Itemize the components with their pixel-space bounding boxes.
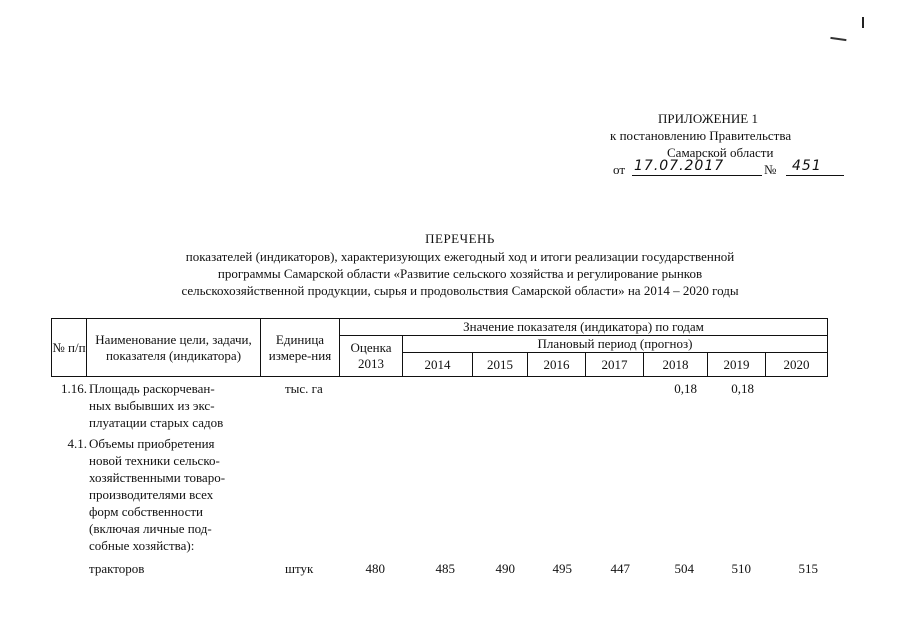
appendix-date-line <box>560 158 890 181</box>
table-row <box>0 380 905 432</box>
header-estimate: Оценка 2013 <box>340 336 403 377</box>
header-year: 2017 <box>586 353 644 377</box>
header-year: 2020 <box>766 353 828 377</box>
appendix-block <box>560 110 890 181</box>
value-2013: 480 <box>365 561 385 576</box>
row-number: 4.1. <box>67 436 87 451</box>
number-label: № <box>764 162 777 177</box>
document-title <box>40 230 880 299</box>
appendix-decree: к постановлению Правительства <box>610 128 792 143</box>
row-unit: тыс. га <box>285 381 323 396</box>
row-name-line: плуатации старых садов <box>89 415 224 430</box>
header-year: 2019 <box>708 353 766 377</box>
row-name <box>89 435 262 554</box>
table-row <box>0 560 905 580</box>
row-name-line: (включая личные под- <box>89 521 212 536</box>
table-row <box>0 435 905 555</box>
row-unit: штук <box>285 561 314 576</box>
value-2019: 0,18 <box>731 381 754 396</box>
from-label: от <box>613 162 626 177</box>
row-name-line: хозяйственными товаро- <box>89 470 226 485</box>
title-line: сельскохозяйственной продукции, сырья и продовольствия Самарской области» на 2014 – 2020 годы <box>181 283 739 298</box>
title-line: показателей (индикаторов), характеризующих ежегодный ход и итоги реализации государственной <box>185 249 735 264</box>
indicators-table-header <box>51 318 828 377</box>
header-values: Значение показателя (индикатора) по годам <box>340 319 828 336</box>
row-name: тракторов <box>89 561 145 576</box>
row-name-line: Площадь раскорчеван- <box>89 381 215 396</box>
header-year: 2014 <box>403 353 473 377</box>
appendix-region: Самарской области <box>667 145 774 160</box>
scan-mark <box>862 17 864 28</box>
handwritten-number: 451 <box>786 158 844 176</box>
row-name-line: форм собственности <box>89 504 204 519</box>
value-2020: 515 <box>798 561 818 576</box>
header-name: Наименование цели, задачи, показателя (индикатора) <box>87 319 261 377</box>
appendix-title: ПРИЛОЖЕНИЕ 1 <box>658 111 758 126</box>
value-2018: 0,18 <box>674 381 697 396</box>
value-2018: 504 <box>674 561 694 576</box>
scan-mark <box>830 37 847 47</box>
row-number: 1.16. <box>61 381 87 396</box>
value-2014: 485 <box>435 561 455 576</box>
value-2015: 490 <box>495 561 515 576</box>
header-plan: Плановый период (прогноз) <box>403 336 828 353</box>
row-name-line: Объемы приобретения <box>89 436 215 451</box>
row-name-line: ных выбывших из экс- <box>89 398 215 413</box>
value-2016: 495 <box>552 561 572 576</box>
value-2017: 447 <box>610 561 630 576</box>
header-num: № п/п <box>52 319 87 377</box>
row-name-line: производителями всех <box>89 487 214 502</box>
title-line: программы Самарской области «Развитие сельского хозяйства и регулирование рынков <box>217 266 703 281</box>
header-year: 2015 <box>473 353 528 377</box>
handwritten-date: 17.07.2017 <box>632 158 762 176</box>
title-heading: ПЕРЕЧЕНЬ <box>425 231 495 246</box>
header-year: 2016 <box>528 353 586 377</box>
row-name <box>89 380 262 431</box>
header-unit: Единица измере-ния <box>261 319 340 377</box>
value-2019: 510 <box>731 561 751 576</box>
header-year: 2018 <box>644 353 708 377</box>
row-name-line: собные хозяйства): <box>89 538 195 553</box>
row-name-line: новой техники сельско- <box>89 453 220 468</box>
